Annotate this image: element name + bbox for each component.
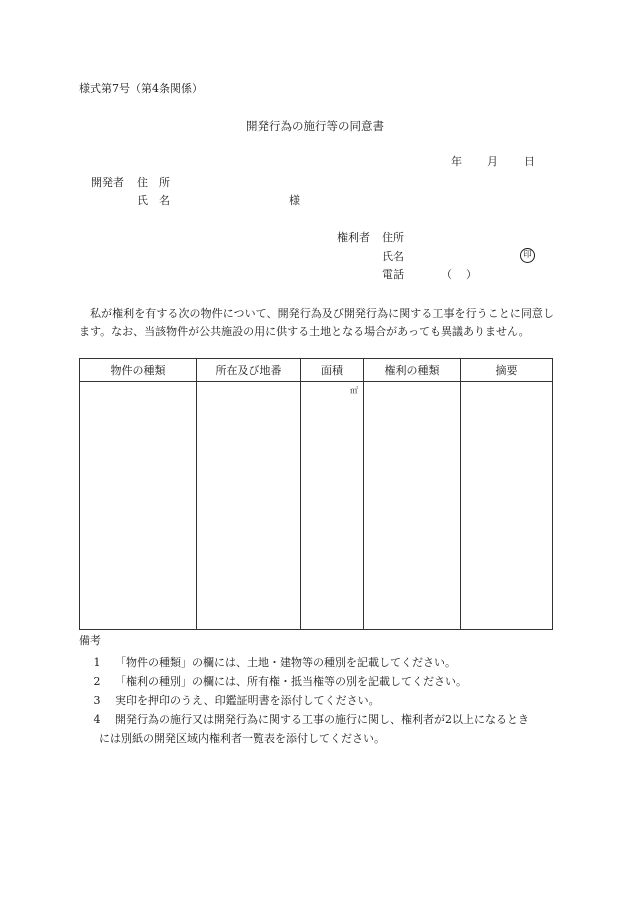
cell-right-type[interactable] bbox=[364, 382, 461, 630]
header-remarks: 摘要 bbox=[461, 359, 553, 382]
consent-statement: 私が権利を有する次の物件について、開発行為及び開発行為に関する工事を行うことに同意します。なお、当該物件が公共施設の用に供する土地となる場合があっても異議ありません。 bbox=[79, 307, 554, 338]
document-title: 開発行為の施行等の同意書 bbox=[246, 119, 384, 133]
tel-paren-open: （ bbox=[441, 268, 452, 281]
note-number: 3 bbox=[93, 694, 101, 707]
header-location: 所在及び地番 bbox=[197, 359, 301, 382]
seal-icon: 印 bbox=[520, 248, 535, 263]
date-year-label: 年 bbox=[451, 155, 462, 168]
developer-label: 開発者 bbox=[91, 176, 124, 189]
table-row bbox=[80, 382, 553, 630]
notes-title: 備考 bbox=[79, 634, 101, 647]
note-text: 開発行為の施行又は開発行為に関する工事の施行に関し、権利者が2以上になるとき bbox=[115, 713, 529, 726]
property-table bbox=[79, 358, 553, 630]
note-text: 「権利の種別」の欄には、所有権・抵当権等の別を記載してください。 bbox=[115, 675, 467, 688]
list-item bbox=[79, 653, 554, 672]
form-number: 様式第7号（第4条関係） bbox=[79, 82, 203, 95]
note-number: 4 bbox=[93, 713, 101, 726]
rights-holder-name-label: 氏名 bbox=[382, 250, 404, 263]
list-item bbox=[79, 710, 554, 729]
tel-paren-close: ） bbox=[466, 268, 477, 281]
cell-remarks[interactable] bbox=[461, 382, 553, 630]
rights-holder-label: 権利者 bbox=[337, 231, 370, 244]
area-unit: ㎡ bbox=[350, 386, 358, 395]
note-text: 「物件の種類」の欄には、土地・建物等の種別を記載してください。 bbox=[115, 656, 456, 669]
note-number: 2 bbox=[93, 675, 101, 688]
rights-holder-address-label: 住所 bbox=[382, 231, 404, 244]
developer-address-label: 住 所 bbox=[137, 176, 170, 189]
notes-list bbox=[79, 653, 554, 748]
developer-name-label: 氏 名 bbox=[137, 194, 170, 207]
note-continuation: には別紙の開発区域内権利者一覧表を添付してください。 bbox=[99, 732, 385, 745]
rights-holder-tel-label: 電話 bbox=[382, 268, 404, 281]
header-property-type: 物件の種類 bbox=[80, 359, 197, 382]
header-area: 面積 bbox=[301, 359, 364, 382]
cell-area[interactable] bbox=[301, 382, 364, 630]
note-text: 実印を押印のうえ、印鑑証明書を添付してください。 bbox=[115, 694, 380, 707]
date-month-label: 月 bbox=[487, 155, 498, 168]
developer-honorific: 様 bbox=[289, 194, 300, 207]
cell-location[interactable] bbox=[197, 382, 301, 630]
cell-property-type[interactable] bbox=[80, 382, 197, 630]
table-header-row bbox=[80, 359, 553, 382]
list-item bbox=[79, 691, 554, 710]
header-right-type: 権利の種類 bbox=[364, 359, 461, 382]
list-item bbox=[79, 672, 554, 691]
note-number: 1 bbox=[93, 656, 101, 669]
date-day-label: 日 bbox=[524, 155, 535, 168]
